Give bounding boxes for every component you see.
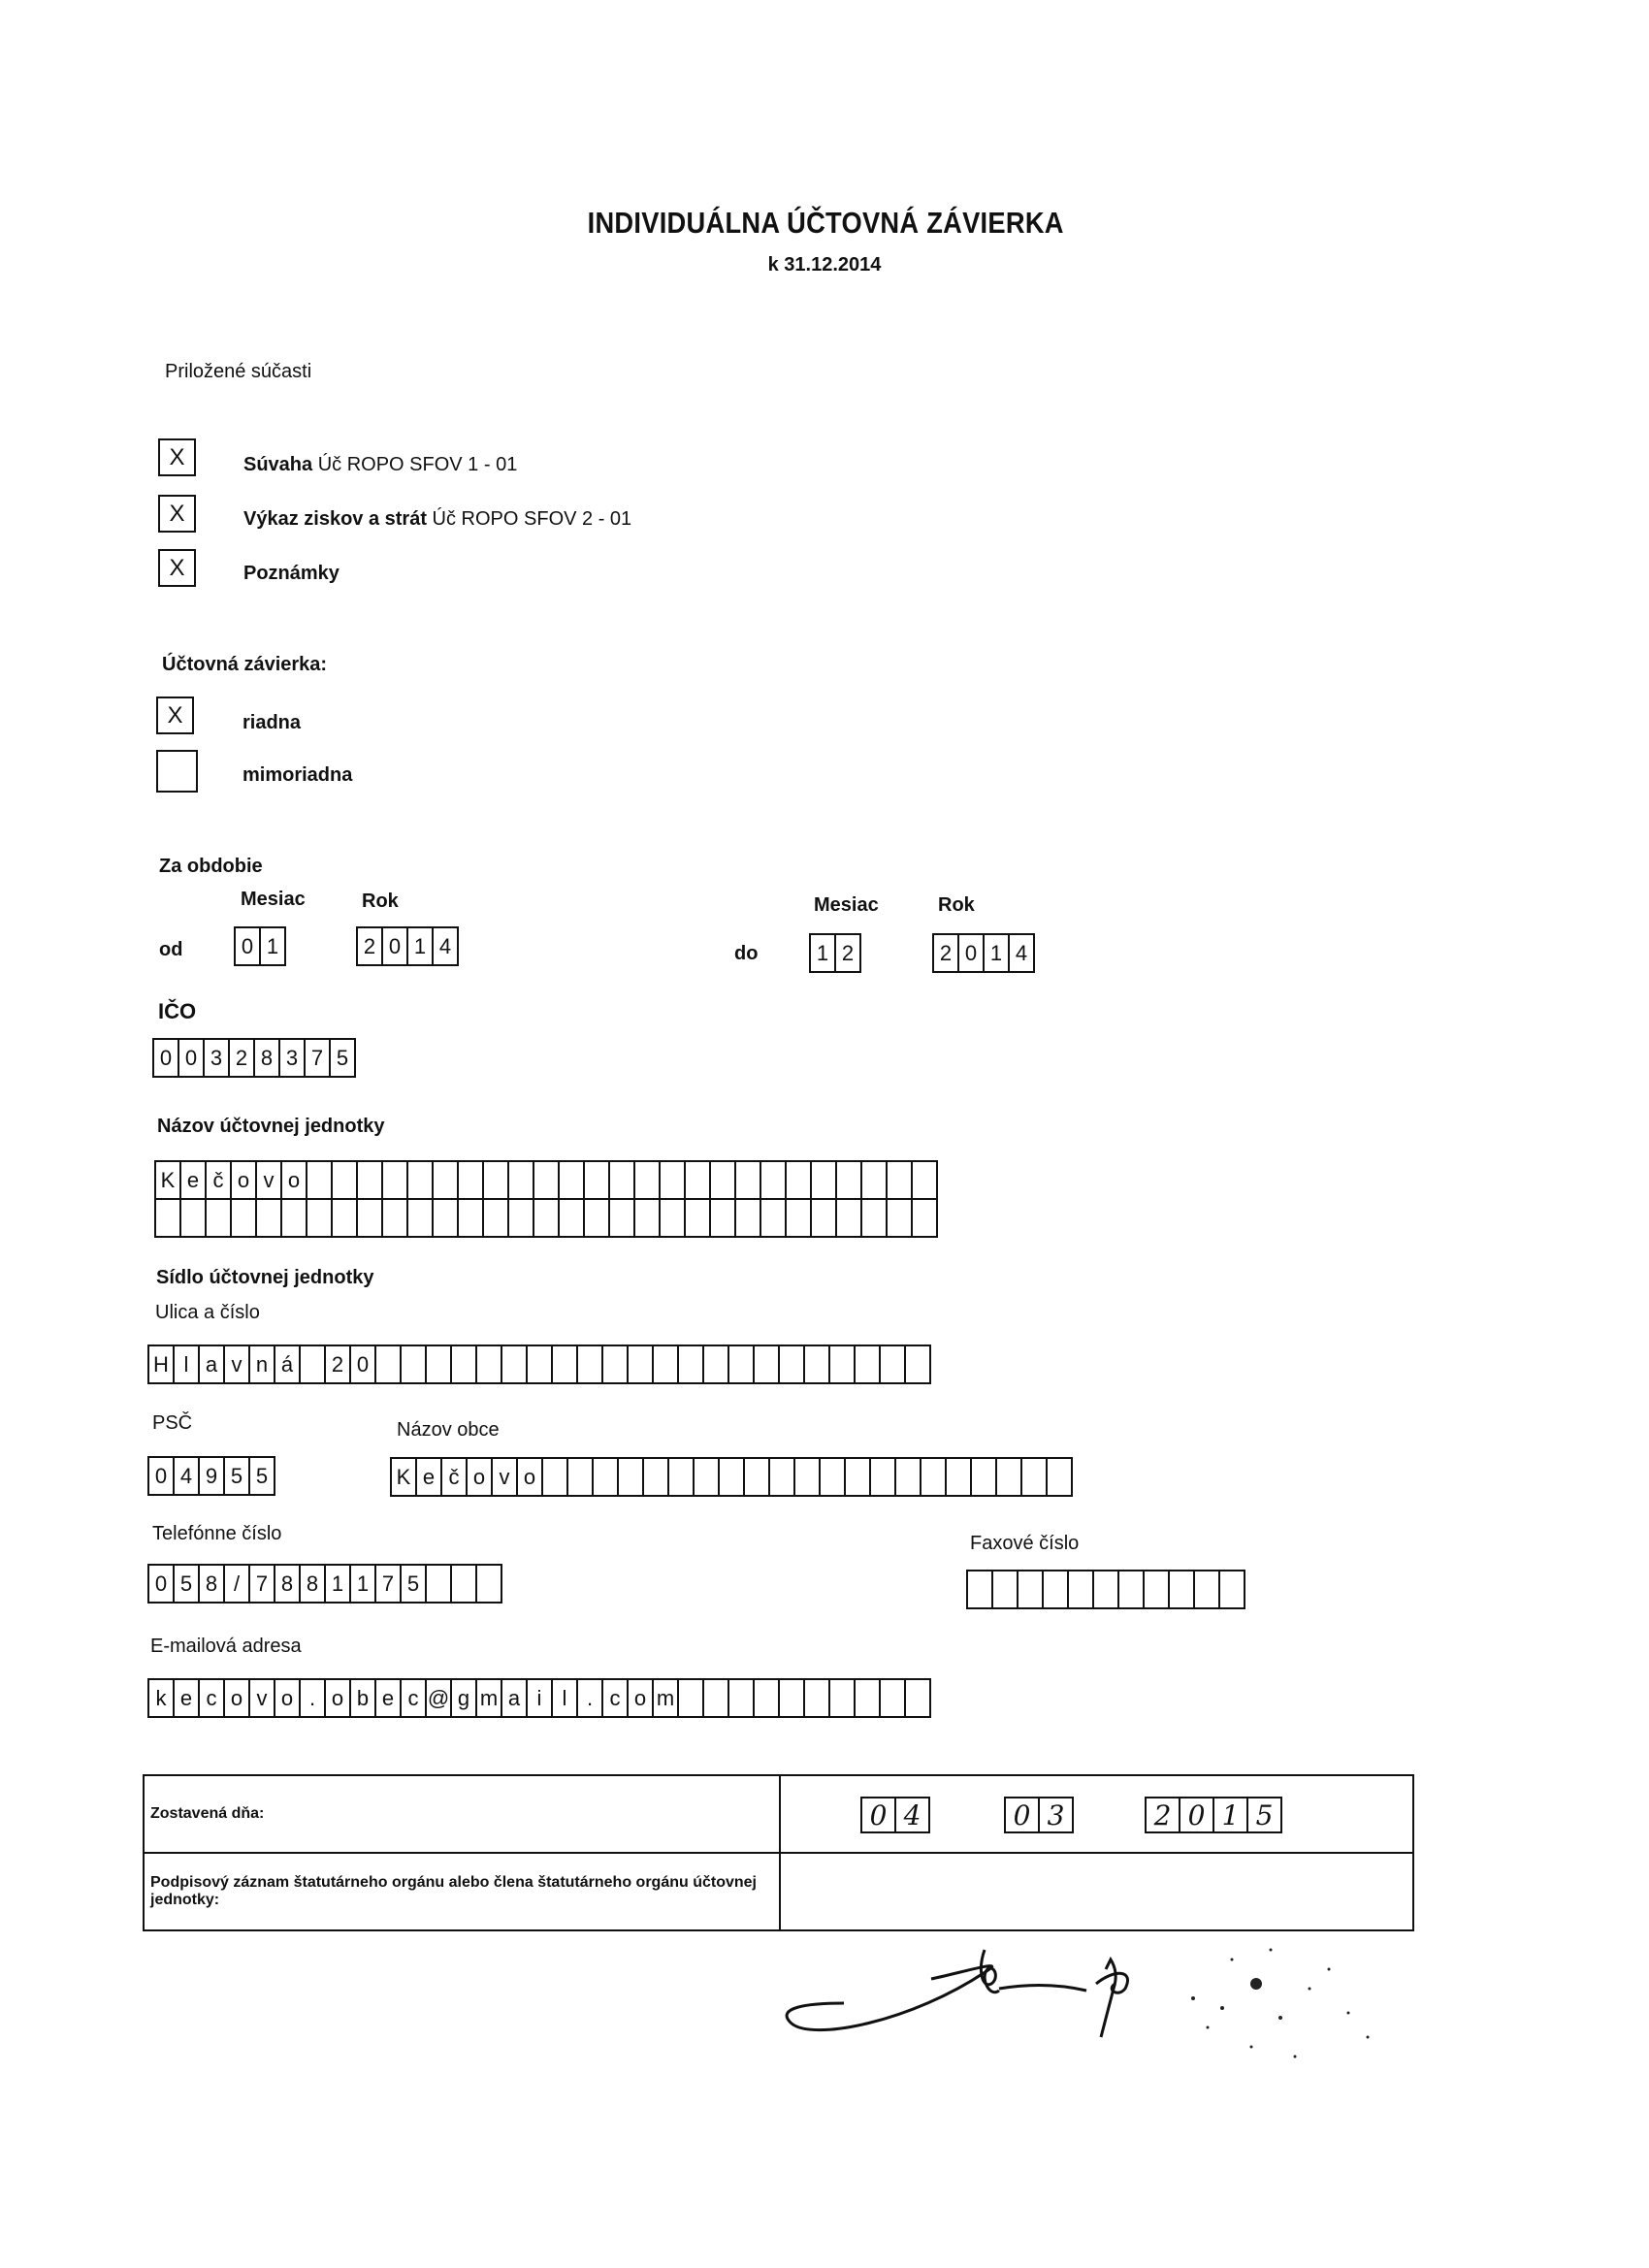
char-box bbox=[810, 1198, 837, 1238]
char-box: 0 bbox=[234, 926, 261, 966]
checkbox-regular[interactable]: X bbox=[156, 697, 194, 734]
char-box: o bbox=[627, 1678, 654, 1718]
char-box bbox=[778, 1345, 805, 1384]
char-box bbox=[533, 1160, 560, 1200]
char-box bbox=[356, 1198, 383, 1238]
char-box bbox=[684, 1160, 711, 1200]
char-box bbox=[381, 1198, 408, 1238]
extraordinary-label: mimoriadna bbox=[242, 764, 353, 786]
char-box: 8 bbox=[253, 1038, 280, 1078]
char-box bbox=[576, 1345, 603, 1384]
char-box bbox=[432, 1160, 459, 1200]
char-box: . bbox=[299, 1678, 326, 1718]
char-box bbox=[879, 1678, 906, 1718]
char-box bbox=[709, 1198, 736, 1238]
char-box: 5 bbox=[223, 1456, 250, 1496]
char-box: 5 bbox=[248, 1456, 275, 1496]
char-box bbox=[1020, 1457, 1048, 1497]
document-title: INDIVIDUÁLNA ÚČTOVNÁ ZÁVIERKA bbox=[587, 206, 1064, 240]
char-box bbox=[728, 1345, 755, 1384]
char-box bbox=[728, 1678, 755, 1718]
compiled-year-boxes[interactable] bbox=[1145, 1797, 1280, 1833]
char-box bbox=[803, 1678, 830, 1718]
char-box bbox=[869, 1457, 896, 1497]
char-box bbox=[425, 1564, 452, 1604]
notes-label: Poznámky bbox=[243, 563, 340, 584]
char-box bbox=[659, 1160, 686, 1200]
char-box: 1 bbox=[983, 933, 1010, 973]
from-month-boxes[interactable] bbox=[234, 926, 284, 966]
char-box bbox=[356, 1160, 383, 1200]
char-box bbox=[911, 1198, 938, 1238]
char-box bbox=[920, 1457, 947, 1497]
char-box bbox=[854, 1678, 881, 1718]
city-label: Názov obce bbox=[397, 1419, 500, 1441]
char-box bbox=[475, 1345, 502, 1384]
char-box: b bbox=[349, 1678, 376, 1718]
city-boxes[interactable] bbox=[390, 1457, 1071, 1497]
char-box bbox=[753, 1345, 780, 1384]
char-box bbox=[718, 1457, 745, 1497]
checkbox-balance-sheet[interactable]: X bbox=[158, 438, 196, 476]
char-box bbox=[702, 1345, 729, 1384]
char-box bbox=[886, 1160, 913, 1200]
char-box: o bbox=[274, 1678, 301, 1718]
street-label: Ulica a číslo bbox=[155, 1302, 260, 1323]
char-box bbox=[425, 1345, 452, 1384]
char-box bbox=[879, 1345, 906, 1384]
char-box bbox=[945, 1457, 972, 1497]
char-box bbox=[904, 1678, 931, 1718]
char-box: l bbox=[551, 1678, 578, 1718]
char-box bbox=[743, 1457, 770, 1497]
attached-parts-label: Priložené súčasti bbox=[165, 361, 312, 382]
from-month-label: Mesiac bbox=[241, 889, 306, 910]
char-box bbox=[526, 1345, 553, 1384]
char-box bbox=[1017, 1570, 1044, 1609]
char-box bbox=[760, 1160, 787, 1200]
char-box bbox=[709, 1160, 736, 1200]
char-box: 5 bbox=[400, 1564, 427, 1604]
checkbox-extraordinary[interactable] bbox=[156, 750, 198, 793]
char-box: á bbox=[274, 1345, 301, 1384]
char-box: e bbox=[179, 1160, 207, 1200]
char-box bbox=[844, 1457, 871, 1497]
char-box: o bbox=[230, 1160, 257, 1200]
char-box: 4 bbox=[173, 1456, 200, 1496]
char-box bbox=[991, 1570, 1018, 1609]
char-box bbox=[642, 1457, 669, 1497]
char-box bbox=[810, 1160, 837, 1200]
char-box: 2 bbox=[834, 933, 861, 973]
char-box bbox=[1143, 1570, 1170, 1609]
char-box: 7 bbox=[304, 1038, 331, 1078]
compiled-month-boxes[interactable] bbox=[1004, 1797, 1072, 1833]
fax-label: Faxové číslo bbox=[970, 1533, 1080, 1554]
char-box: v bbox=[223, 1345, 250, 1384]
char-box bbox=[230, 1198, 257, 1238]
char-box bbox=[457, 1198, 484, 1238]
char-box: 8 bbox=[299, 1564, 326, 1604]
char-box bbox=[785, 1160, 812, 1200]
char-box: K bbox=[154, 1160, 181, 1200]
char-box: 1 bbox=[349, 1564, 376, 1604]
char-box bbox=[995, 1457, 1022, 1497]
char-box bbox=[667, 1457, 695, 1497]
char-box bbox=[828, 1345, 856, 1384]
char-box: a bbox=[198, 1345, 225, 1384]
handwritten-digit: 4 bbox=[894, 1797, 930, 1833]
char-box bbox=[684, 1198, 711, 1238]
char-box: 3 bbox=[203, 1038, 230, 1078]
char-box: n bbox=[248, 1345, 275, 1384]
compiled-label: Zostavená dňa: bbox=[144, 1775, 780, 1853]
psc-label: PSČ bbox=[152, 1412, 193, 1434]
char-box bbox=[835, 1160, 862, 1200]
char-box bbox=[507, 1160, 534, 1200]
char-box bbox=[753, 1678, 780, 1718]
char-box bbox=[583, 1198, 610, 1238]
char-box bbox=[904, 1345, 931, 1384]
char-box bbox=[803, 1345, 830, 1384]
char-box bbox=[533, 1198, 560, 1238]
char-box bbox=[860, 1198, 888, 1238]
char-box: č bbox=[205, 1160, 232, 1200]
char-box: 7 bbox=[374, 1564, 402, 1604]
char-box bbox=[406, 1198, 434, 1238]
char-box bbox=[677, 1678, 704, 1718]
char-box bbox=[299, 1345, 326, 1384]
char-box: @ bbox=[425, 1678, 452, 1718]
char-box: a bbox=[501, 1678, 528, 1718]
char-box: c bbox=[601, 1678, 629, 1718]
char-box bbox=[601, 1345, 629, 1384]
compiled-day-boxes[interactable] bbox=[860, 1797, 928, 1833]
char-box: o bbox=[466, 1457, 493, 1497]
signature-label: Podpisový záznam štatutárneho orgánu alebo člena štatutárneho orgánu účtovnej jednotky: bbox=[144, 1853, 780, 1930]
char-box: H bbox=[147, 1345, 175, 1384]
char-box bbox=[154, 1198, 181, 1238]
char-box: 0 bbox=[381, 926, 408, 966]
char-box bbox=[1193, 1570, 1220, 1609]
char-box: 1 bbox=[406, 926, 434, 966]
handwritten-digit: 0 bbox=[860, 1797, 896, 1833]
char-box: / bbox=[223, 1564, 250, 1604]
char-box bbox=[1168, 1570, 1195, 1609]
char-box bbox=[659, 1198, 686, 1238]
char-box bbox=[475, 1564, 502, 1604]
char-box: 0 bbox=[349, 1345, 376, 1384]
char-box: 2 bbox=[932, 933, 959, 973]
char-box bbox=[558, 1198, 585, 1238]
char-box: l bbox=[173, 1345, 200, 1384]
char-box bbox=[608, 1198, 635, 1238]
char-box: č bbox=[440, 1457, 468, 1497]
char-box bbox=[633, 1160, 661, 1200]
char-box bbox=[734, 1198, 761, 1238]
char-box bbox=[854, 1345, 881, 1384]
char-box bbox=[400, 1345, 427, 1384]
balance-sheet-label: Súvaha Úč ROPO SFOV 1 - 01 bbox=[243, 454, 518, 475]
char-box bbox=[406, 1160, 434, 1200]
char-box: c bbox=[400, 1678, 427, 1718]
fax-boxes[interactable] bbox=[966, 1570, 1244, 1609]
checkbox-notes[interactable]: X bbox=[158, 549, 196, 587]
char-box bbox=[450, 1345, 477, 1384]
psc-boxes[interactable] bbox=[147, 1456, 274, 1496]
char-box bbox=[1092, 1570, 1119, 1609]
char-box: 3 bbox=[278, 1038, 306, 1078]
to-year-boxes[interactable] bbox=[932, 933, 1033, 973]
char-box bbox=[1042, 1570, 1069, 1609]
from-label: od bbox=[159, 939, 183, 960]
char-box: 2 bbox=[356, 926, 383, 966]
char-box bbox=[179, 1198, 207, 1238]
char-box: 9 bbox=[198, 1456, 225, 1496]
char-box: 5 bbox=[173, 1564, 200, 1604]
to-month-label: Mesiac bbox=[814, 894, 879, 916]
char-box bbox=[255, 1198, 282, 1238]
char-box: o bbox=[516, 1457, 543, 1497]
char-box: 7 bbox=[248, 1564, 275, 1604]
from-year-label: Rok bbox=[362, 891, 399, 912]
document-date: k 31.12.2014 bbox=[767, 254, 882, 275]
char-box: o bbox=[280, 1160, 307, 1200]
char-box: g bbox=[450, 1678, 477, 1718]
char-box bbox=[1117, 1570, 1145, 1609]
char-box bbox=[734, 1160, 761, 1200]
char-box: 0 bbox=[957, 933, 985, 973]
char-box bbox=[566, 1457, 594, 1497]
phone-label: Telefónne číslo bbox=[152, 1523, 282, 1544]
char-box bbox=[1067, 1570, 1094, 1609]
char-box bbox=[778, 1678, 805, 1718]
seat-label: Sídlo účtovnej jednotky bbox=[156, 1267, 374, 1288]
signature-cell[interactable] bbox=[780, 1853, 1413, 1930]
char-box bbox=[374, 1345, 402, 1384]
char-box: 8 bbox=[274, 1564, 301, 1604]
to-label: do bbox=[734, 943, 759, 964]
char-box: o bbox=[223, 1678, 250, 1718]
char-box bbox=[835, 1198, 862, 1238]
char-box: 2 bbox=[324, 1345, 351, 1384]
ico-label: IČO bbox=[158, 999, 197, 1023]
char-box: 1 bbox=[324, 1564, 351, 1604]
char-box: 1 bbox=[259, 926, 286, 966]
char-box: . bbox=[576, 1678, 603, 1718]
char-box bbox=[819, 1457, 846, 1497]
char-box bbox=[1218, 1570, 1245, 1609]
char-box bbox=[280, 1198, 307, 1238]
char-box bbox=[828, 1678, 856, 1718]
char-box bbox=[785, 1198, 812, 1238]
char-box bbox=[592, 1457, 619, 1497]
income-statement-label: Výkaz ziskov a strát Úč ROPO SFOV 2 - 01 bbox=[243, 508, 632, 530]
char-box bbox=[894, 1457, 922, 1497]
char-box: 1 bbox=[809, 933, 836, 973]
handwritten-digit: 0 bbox=[1179, 1797, 1214, 1833]
char-box bbox=[501, 1345, 528, 1384]
char-box: v bbox=[491, 1457, 518, 1497]
email-label: E-mailová adresa bbox=[150, 1636, 302, 1657]
char-box: 0 bbox=[178, 1038, 205, 1078]
char-box bbox=[558, 1160, 585, 1200]
handwritten-digit: 3 bbox=[1038, 1797, 1074, 1833]
char-box: 4 bbox=[1008, 933, 1035, 973]
from-year-boxes[interactable] bbox=[356, 926, 457, 966]
char-box bbox=[457, 1160, 484, 1200]
char-box bbox=[627, 1345, 654, 1384]
street-boxes[interactable] bbox=[147, 1345, 929, 1384]
regular-label: riadna bbox=[242, 712, 302, 733]
closing-type-label: Účtovná závierka: bbox=[162, 654, 328, 675]
handwritten-signature bbox=[766, 1930, 1445, 2124]
char-box bbox=[331, 1160, 358, 1200]
char-box bbox=[793, 1457, 821, 1497]
char-box bbox=[970, 1457, 997, 1497]
char-box: 4 bbox=[432, 926, 459, 966]
char-box bbox=[768, 1457, 795, 1497]
char-box bbox=[860, 1160, 888, 1200]
entity-name-label: Názov účtovnej jednotky bbox=[157, 1116, 385, 1137]
to-month-boxes[interactable] bbox=[809, 933, 859, 973]
char-box bbox=[886, 1198, 913, 1238]
char-box: o bbox=[324, 1678, 351, 1718]
char-box: 2 bbox=[228, 1038, 255, 1078]
char-box: k bbox=[147, 1678, 175, 1718]
phone-boxes[interactable] bbox=[147, 1564, 501, 1604]
char-box bbox=[760, 1198, 787, 1238]
char-box: 0 bbox=[147, 1456, 175, 1496]
char-box bbox=[507, 1198, 534, 1238]
char-box bbox=[306, 1198, 333, 1238]
char-box bbox=[693, 1457, 720, 1497]
handwritten-digit: 2 bbox=[1145, 1797, 1180, 1833]
char-box: 0 bbox=[152, 1038, 179, 1078]
char-box: m bbox=[475, 1678, 502, 1718]
char-box bbox=[432, 1198, 459, 1238]
entity-name-boxes[interactable] bbox=[154, 1160, 936, 1238]
char-box bbox=[450, 1564, 477, 1604]
char-box bbox=[551, 1345, 578, 1384]
char-box bbox=[331, 1198, 358, 1238]
char-box: e bbox=[173, 1678, 200, 1718]
char-box bbox=[205, 1198, 232, 1238]
char-box bbox=[966, 1570, 993, 1609]
char-box bbox=[1046, 1457, 1073, 1497]
char-box bbox=[911, 1160, 938, 1200]
char-box bbox=[633, 1198, 661, 1238]
char-box bbox=[541, 1457, 568, 1497]
char-box bbox=[608, 1160, 635, 1200]
char-box bbox=[652, 1345, 679, 1384]
period-label: Za obdobie bbox=[159, 856, 263, 877]
char-box: e bbox=[415, 1457, 442, 1497]
char-box: c bbox=[198, 1678, 225, 1718]
char-box: 0 bbox=[147, 1564, 175, 1604]
char-box: 5 bbox=[329, 1038, 356, 1078]
handwritten-digit: 0 bbox=[1004, 1797, 1040, 1833]
char-box bbox=[381, 1160, 408, 1200]
checkbox-income-statement[interactable]: X bbox=[158, 495, 196, 533]
ico-boxes[interactable] bbox=[152, 1038, 354, 1078]
char-box bbox=[617, 1457, 644, 1497]
char-box bbox=[702, 1678, 729, 1718]
char-box bbox=[482, 1160, 509, 1200]
char-box: v bbox=[255, 1160, 282, 1200]
char-box: e bbox=[374, 1678, 402, 1718]
char-box bbox=[583, 1160, 610, 1200]
handwritten-digit: 5 bbox=[1246, 1797, 1282, 1833]
char-box: v bbox=[248, 1678, 275, 1718]
char-box: K bbox=[390, 1457, 417, 1497]
to-year-label: Rok bbox=[938, 894, 975, 916]
char-box bbox=[306, 1160, 333, 1200]
char-box: 8 bbox=[198, 1564, 225, 1604]
char-box bbox=[677, 1345, 704, 1384]
char-box: m bbox=[652, 1678, 679, 1718]
handwritten-digit: 1 bbox=[1212, 1797, 1248, 1833]
char-box bbox=[482, 1198, 509, 1238]
char-box: i bbox=[526, 1678, 553, 1718]
email-boxes[interactable] bbox=[147, 1678, 929, 1718]
